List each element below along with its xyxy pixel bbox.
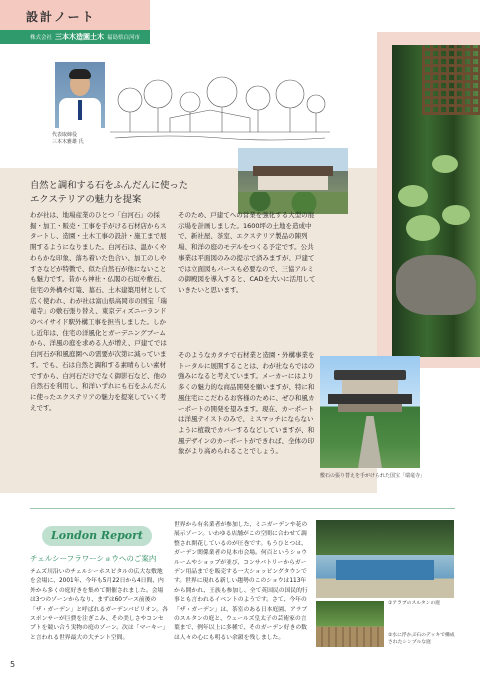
company-bar <box>0 30 150 44</box>
london-column-2: 世界から有名業者が参加した、ミニガーデンや花の展示ゾーン。いわゆる店舗がこの空間に合わせて調整され開花しているのが圧巻です。もうひとつは、ガーデン関係業者の見本市会場。何百というショウルームやショップが並び、コンサバトリーからガーデン用品までを販売する一大ショッピングタウンです。世界に現れる新しい趨勢のこのショウは113年から開かれ、王族も参加し、全て英国民の国民的行事とも言われるイベントのようです。さて、今年の「ザ・ガーデン」は、茶室のある日本庭園、アラブのスルタンの庭と、ウェールズ皇太子の芸術家の言葉まで、例年以上に多種で、そのガーデン好きの数は人々の心にも明るい余韻を残しました。 <box>174 522 308 641</box>
headline-line-1: 自然と調和する石をふんだんに使った <box>30 180 189 191</box>
temple-caption: 敷石の張り替えを手がけられた国宝「瑞竜寺」 <box>320 473 426 479</box>
company-location: 福島県白河市 <box>107 35 141 41</box>
portrait-role: 代表取締役 <box>52 132 78 138</box>
article-headline <box>30 179 360 207</box>
body-column-1: わが社は、地場産業のひとつ「白河石」の採掘・加工・販売・工事を手がける石材店からスタートし、造園・土木工事の設計・施工まで展開するようになりました。白河石は、温かくやわらかな印象、落ち着いた色合い、加工のしやすさなどが特徴で、似た自然石が他にないことも魅力です。昔から神社・仏閣の石垣や敷石、住宅の外構や灯篭、墓石、土木建築用材として広く使われ、わが社は富山県高岡市の国宝「瑞竜寺」の敷石張り替え、東京ディズニーランドのベイサイド駅外構工事を担当しました。しかし近年は、住宅の洋風化とガーデニングブームから、洋風の庭を求める人が増え、戸建てでは白河石が和風庭園への需要が次第に減っています。でも、石は自然と調和する素晴らしい素材ですから、白河石だけでなく御影石など、他の自然石を利用し、和洋いずれにも石をふんだんに使ったエクステリアの魅力を提案していく考えです。 <box>30 211 167 412</box>
garden-photo <box>392 45 480 357</box>
temple-photo <box>320 356 420 468</box>
body-column-2: そのため、戸建てへの営業を強化する大型の展示場を計画しました。1600坪の土地を造成中で、新社屋、茶室、エクステリア製品の陳列場、和洋の庭のモデルをつくる予定です。公共事業は平面図のみの提示で済みますが、戸建てでは立面図もパースも必要なので、三協アルミの御殿図を導入すると、CADを大いに活用していきたいと思います。 <box>178 211 316 294</box>
company-name: 三本木造園土木 <box>55 33 105 41</box>
headline-line-2: エクステリアの魅力を提案 <box>30 194 142 205</box>
london-report-logo: London Report <box>42 526 152 546</box>
body-column-3: そのようなカタチで石材業と造園・外構事業をトータルに展開することは、わが社ならではの強みになると考えています。メーカーにはより多くの魅力的な商品開発を願いますが、特に和風住宅にこだわるお客様のために、ぜひ和風カーポートの開発を望みます。現在、カーポートは洋風テイストのみで、ミスマッチにならないように植栽でカバーするなどしていますが、和風デザインのカーポートができれば、全体の印象がより高められることでしょう。 <box>178 351 315 456</box>
section-title: 設計ノート <box>26 10 96 24</box>
sultan-garden-photo <box>316 520 454 598</box>
deck-caption: ②水に浮かぶ石のデッキで構成されたシンプルな庭 <box>388 633 455 645</box>
london-column-1: テムズ川沿いのチェルシーホスピタルの広大な敷地を会場に、2001年、今年も5月22日から4日間、内外から多くの庭好きを集めて開催されました。会場は3つのゾーンからなり、まずは60ブース前後の「ザ・ガーデン」と呼ばれるガーデンバビリオン。各スポンサーが巨費を注ぎこみ、その美しさやコンセプトを競い合う実物の庭のゾーン。次は「マーキー」と言われる世界最大の大テント空間。 <box>30 569 168 641</box>
section-divider <box>30 508 455 509</box>
company-prefix: 株式会社 <box>30 35 53 41</box>
portrait-caption <box>52 132 84 146</box>
london-report-title: チェルシーフラワーショウへのご案内 <box>30 554 157 563</box>
garden-sketch-illustration <box>110 72 330 142</box>
portrait-photo <box>55 62 105 128</box>
page-number: 5 <box>10 660 16 669</box>
stone-deck-garden-photo <box>316 601 384 647</box>
portrait-name: 三本木雅雄 氏 <box>52 139 84 145</box>
pool-caption: ①アラブのスルタンの庭 <box>388 601 441 606</box>
